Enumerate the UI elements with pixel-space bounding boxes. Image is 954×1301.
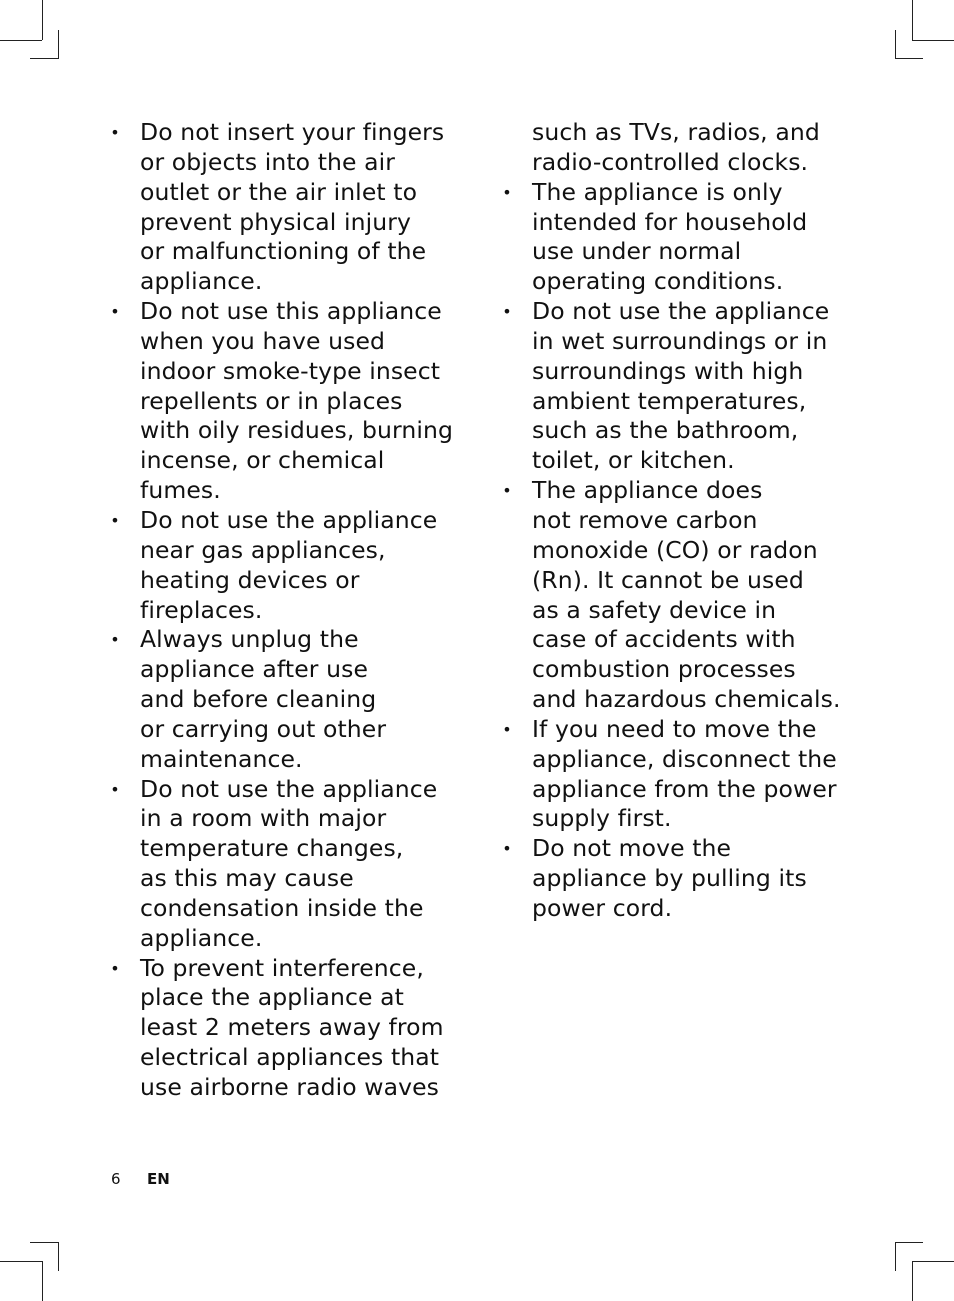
- text-line: electrical appliances that: [140, 1043, 440, 1072]
- text-line: ambient temperatures,: [532, 386, 807, 415]
- text-line: heating devices or: [140, 565, 360, 594]
- text-line: combustion processes: [532, 655, 796, 684]
- crop-mark-bottom-left-inner-horizontal: [30, 1242, 58, 1243]
- text-line: incense, or chemical: [140, 446, 385, 475]
- text-line: temperature changes,: [140, 834, 404, 863]
- text-line: The appliance does: [532, 476, 763, 505]
- crop-mark-top-right-vertical: [912, 0, 913, 40]
- text-line: appliance.: [140, 923, 263, 952]
- text-line: repellents or in places: [140, 386, 403, 415]
- text-line: as a safety device in: [532, 595, 777, 624]
- bullet-icon: •: [110, 123, 120, 142]
- language-code: EN: [147, 1170, 170, 1188]
- crop-mark-bottom-right-vertical: [912, 1261, 913, 1301]
- text-line: appliance, disconnect the: [532, 744, 837, 773]
- text-line: condensation inside the: [140, 893, 424, 922]
- text-line: surroundings with high: [532, 356, 804, 385]
- crop-mark-top-right-horizontal: [912, 40, 954, 41]
- text-line: toilet, or kitchen.: [532, 446, 735, 475]
- list-item: [108, 625, 448, 774]
- crop-mark-bottom-left-vertical: [42, 1261, 43, 1301]
- list-item: [500, 715, 840, 834]
- text-line: appliance from the power: [532, 774, 837, 803]
- bullet-icon: •: [110, 779, 120, 799]
- text-line: in a room with major: [140, 804, 387, 833]
- crop-mark-top-left-inner-vertical: [58, 30, 59, 59]
- left-column: [108, 118, 453, 1103]
- text-line: The appliance is only: [532, 177, 783, 206]
- list-item: [108, 506, 448, 625]
- crop-mark-bottom-right-inner-horizontal: [895, 1242, 923, 1243]
- text-line: case of accidents with: [532, 625, 796, 654]
- page-footer: [111, 1169, 170, 1189]
- bullet-icon: •: [110, 302, 120, 322]
- list-item: [108, 297, 453, 506]
- text-line: Do not move the: [532, 834, 732, 863]
- crop-mark-bottom-right-horizontal: [912, 1261, 954, 1262]
- crop-mark-top-left-vertical: [42, 0, 43, 40]
- crop-mark-top-right-inner-horizontal: [895, 58, 923, 59]
- text-line: Always unplug the: [140, 625, 359, 654]
- bullet-icon: •: [502, 719, 512, 739]
- text-line: appliance.: [140, 267, 263, 296]
- text-line: supply first.: [532, 804, 672, 833]
- text-line: If you need to move the: [532, 714, 817, 743]
- bullet-icon: •: [502, 182, 512, 202]
- text-line: fireplaces.: [140, 595, 263, 624]
- text-line: and hazardous chemicals.: [532, 685, 841, 714]
- text-line: power cord.: [532, 893, 673, 922]
- text-line: near gas appliances,: [140, 535, 386, 564]
- text-line: use airborne radio waves: [140, 1073, 440, 1101]
- bullet-icon: •: [110, 510, 120, 530]
- bullet-icon: •: [502, 302, 512, 322]
- list-item: [500, 178, 840, 297]
- page-number: 6: [111, 1170, 121, 1188]
- text-line: appliance by pulling its: [532, 864, 807, 893]
- text-line: indoor smoke-type insect: [140, 356, 441, 385]
- text-line: in wet surroundings or in: [532, 326, 828, 355]
- text-line: intended for household: [532, 207, 808, 236]
- text-line: Do not insert your fingers: [140, 118, 445, 146]
- crop-mark-bottom-right-inner-vertical: [895, 1242, 896, 1271]
- text-line: use under normal: [532, 237, 742, 266]
- text-line: operating conditions.: [532, 267, 784, 296]
- text-line: such as the bathroom,: [532, 416, 799, 445]
- text-line: or carrying out other: [140, 714, 387, 743]
- text-line: Do not use the appliance: [140, 774, 438, 803]
- text-line: as this may cause: [140, 864, 354, 893]
- text-line: place the appliance at: [140, 983, 404, 1012]
- text-line: maintenance.: [140, 744, 303, 773]
- bullet-icon: •: [502, 839, 512, 859]
- text-line: prevent physical injury: [140, 207, 411, 236]
- bullet-icon: •: [110, 958, 120, 978]
- text-line: To prevent interference,: [140, 953, 424, 982]
- text-line: or malfunctioning of the: [140, 237, 427, 266]
- text-line: Do not use this appliance: [140, 297, 442, 326]
- list-item: [108, 118, 448, 297]
- crop-mark-top-left-inner-horizontal: [30, 58, 58, 59]
- text-line: with oily residues, burning: [140, 416, 453, 445]
- text-line: and before cleaning: [140, 685, 377, 714]
- bullet-icon: •: [110, 630, 120, 650]
- list-item: [108, 775, 448, 954]
- text-line: or objects into the air: [140, 147, 396, 176]
- crop-mark-top-right-inner-vertical: [895, 30, 896, 59]
- list-item: [500, 297, 840, 476]
- right-column: [500, 118, 840, 924]
- list-item: [500, 834, 840, 924]
- bullet-icon: •: [502, 481, 512, 501]
- text-line: Do not use the appliance: [532, 297, 830, 326]
- text-line: Do not use the appliance: [140, 505, 438, 534]
- crop-mark-top-left-horizontal: [0, 40, 42, 41]
- crop-mark-bottom-left-horizontal: [0, 1261, 42, 1262]
- text-line: such as TVs, radios, and: [532, 118, 820, 146]
- text-line: radio-controlled clocks.: [532, 147, 809, 176]
- list-item: [500, 476, 840, 715]
- text-line: outlet or the air inlet to: [140, 177, 418, 206]
- list-item: [108, 954, 448, 1103]
- text-line: least 2 meters away from: [140, 1013, 444, 1042]
- list-item-continuation: [500, 118, 840, 178]
- text-line: fumes.: [140, 476, 221, 505]
- text-line: monoxide (CO) or radon: [532, 535, 818, 564]
- crop-mark-bottom-left-inner-vertical: [58, 1242, 59, 1271]
- text-line: not remove carbon: [532, 505, 758, 534]
- text-line: appliance after use: [140, 655, 368, 684]
- text-line: (Rn). It cannot be used: [532, 565, 804, 594]
- text-line: when you have used: [140, 326, 386, 355]
